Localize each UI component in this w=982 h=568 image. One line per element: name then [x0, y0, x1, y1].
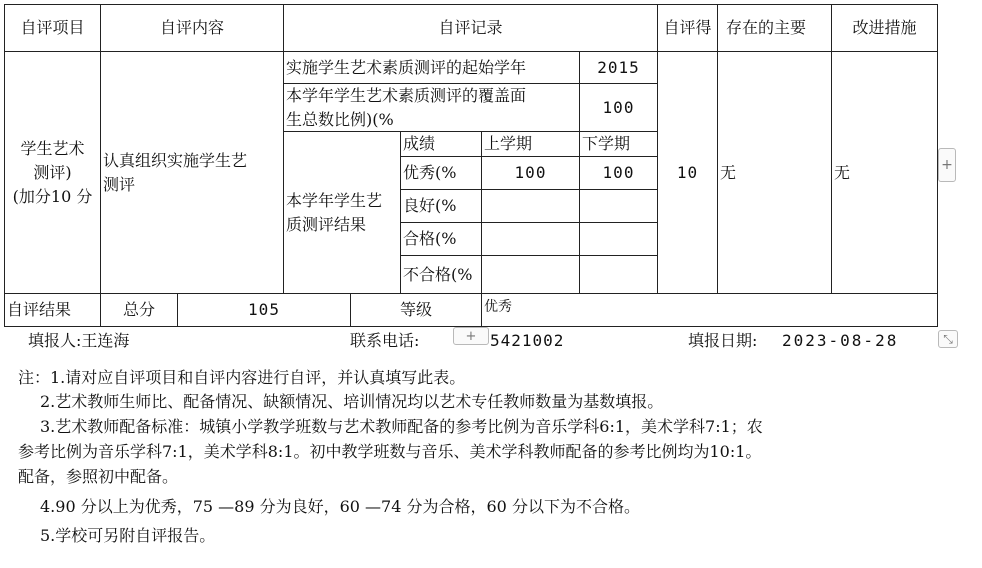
start-year-value[interactable]: 2015 [579, 51, 658, 84]
grade-excellent-term1[interactable]: 100 [481, 156, 580, 190]
coverage-value[interactable]: 100 [579, 83, 658, 132]
score-value[interactable]: 10 [657, 51, 718, 294]
header-content: 自评内容 [100, 4, 284, 52]
grade-pass-term2[interactable] [579, 222, 658, 256]
item-cell: 学生艺术 测评) (加分10 分 [4, 51, 101, 294]
grade-label-fail: 不合格(% [400, 255, 482, 294]
header-measure: 改进措施 [831, 4, 938, 52]
result-label: 本学年学生艺 质测评结果 [283, 131, 401, 294]
add-column-handle[interactable]: + [938, 148, 956, 182]
date-label: 填报日期: [688, 331, 758, 350]
coverage-label: 本学年学生艺术素质测评的覆盖面 生总数比例)(% [283, 83, 580, 132]
grade-col-header: 成绩 [400, 131, 482, 157]
grade-good-term2[interactable] [579, 189, 658, 223]
start-year-label: 实施学生艺术素质测评的起始学年 [283, 51, 580, 84]
note-line-1: 注：1.请对应自评项目和自评内容进行自评，并认真填写此表。 [18, 368, 466, 387]
grade-excellent-term2[interactable]: 100 [579, 156, 658, 190]
term2-header: 下学期 [579, 131, 658, 157]
term1-header: 上学期 [481, 131, 580, 157]
header-score: 自评得 [657, 4, 718, 52]
resize-handle[interactable]: ⤡ [938, 330, 958, 348]
phone-label: 联系电话: [350, 331, 420, 350]
grade-label-excellent: 优秀(% [400, 156, 482, 190]
grade-good-term1[interactable] [481, 189, 580, 223]
total-label: 总分 [100, 293, 178, 327]
grade-pass-term1[interactable] [481, 222, 580, 256]
grade-label-pass: 合格(% [400, 222, 482, 256]
grade-fail-term1[interactable] [481, 255, 580, 294]
note-line-7: 5.学校可另附自评报告。 [40, 526, 216, 545]
note-line-3: 3.艺术教师配备标准：城镇小学教学班数与艺术教师配备的参考比例为音乐学科6:1，美术学科7:1；农 [40, 417, 763, 436]
note-line-6: 4.90 分以上为优秀，75 —89 分为良好，60 —74 分为合格，60 分以下为不合格。 [40, 497, 640, 516]
date-value: 2023-08-28 [782, 331, 899, 350]
header-record: 自评记录 [283, 4, 658, 52]
header-problem: 存在的主要 [717, 4, 832, 52]
result-row-label: 自评结果 [4, 293, 101, 327]
add-row-handle[interactable]: + [453, 327, 489, 345]
problem-value[interactable]: 无 [717, 51, 832, 294]
level-label: 等级 [350, 293, 482, 327]
measure-value[interactable]: 无 [831, 51, 938, 294]
header-item: 自评项目 [4, 4, 101, 52]
note-line-4: 参考比例为音乐学科7:1，美术学科8:1。初中教学班数与音乐、美术学科教师配备的参考比例均为10:1。 [18, 442, 762, 461]
total-value[interactable]: 105 [177, 293, 351, 327]
grade-label-good: 良好(% [400, 189, 482, 223]
reporter: 填报人:王连海 [28, 331, 130, 350]
phone-value: 5421002 [490, 331, 565, 350]
note-line-5: 配备，参照初中配备。 [18, 467, 179, 486]
level-value[interactable]: 优秀 [481, 293, 938, 327]
content-cell: 认真组织实施学生艺 测评 [100, 51, 284, 294]
grade-fail-term2[interactable] [579, 255, 658, 294]
note-line-2: 2.艺术教师生师比、配备情况、缺额情况、培训情况均以艺术专任教师数量为基数填报。 [40, 392, 664, 411]
